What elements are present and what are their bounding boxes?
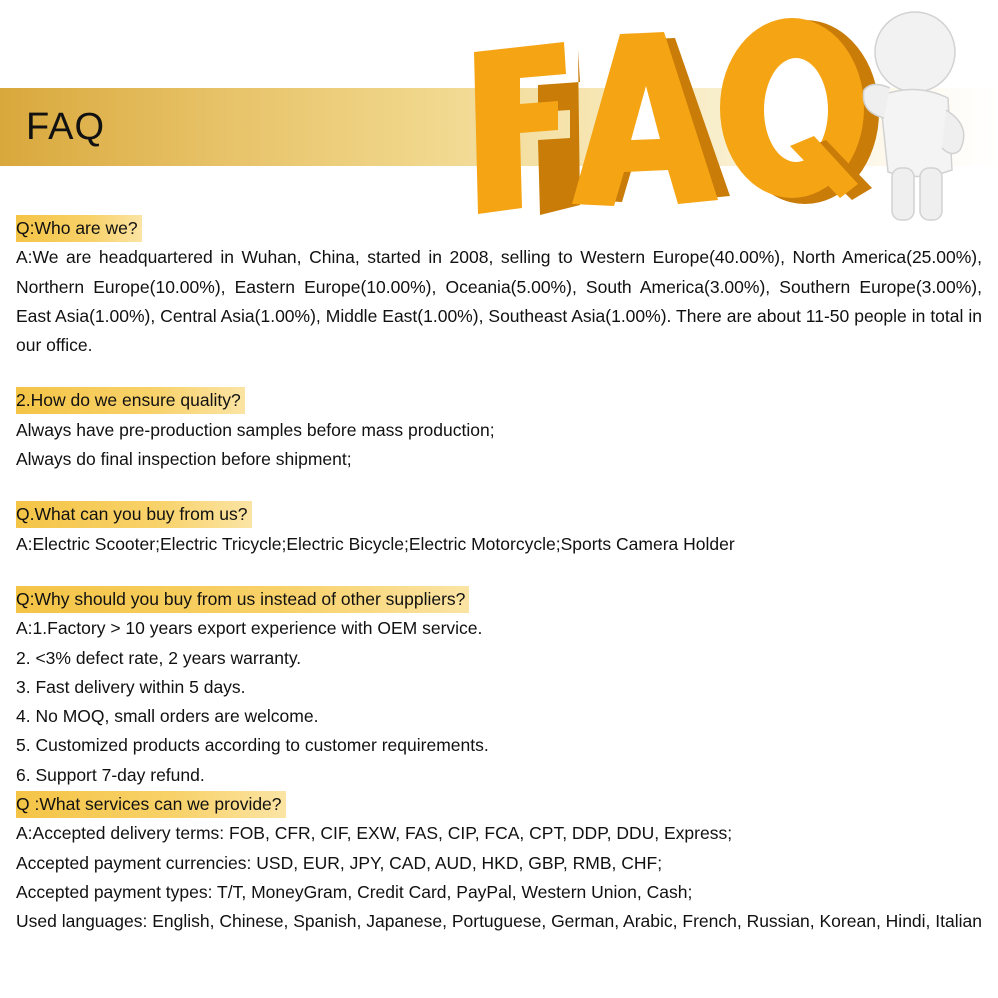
faq-content bbox=[16, 214, 982, 937]
faq-item-quality bbox=[16, 386, 982, 474]
faq-question: Q:Why should you buy from us instead of other suppliers? bbox=[16, 586, 469, 613]
faq-answer-line: Accepted payment types: T/T, MoneyGram, Credit Card, PayPal, Western Union, Cash; bbox=[16, 881, 693, 902]
banner-title: FAQ bbox=[26, 106, 106, 148]
faq-answer-line: 5. Customized products according to customer requirements. bbox=[16, 735, 489, 756]
faq-answer-line: Accepted payment currencies: USD, EUR, JPY, CAD, AUD, HKD, GBP, RMB, CHF; bbox=[16, 852, 663, 873]
faq-answer-line: 3. Fast delivery within 5 days. bbox=[16, 676, 246, 697]
faq-item-services bbox=[16, 790, 982, 936]
faq-question: Q:Who are we? bbox=[16, 215, 142, 242]
faq-question: Q :What services can we provide? bbox=[16, 791, 286, 818]
faq-letter-q bbox=[720, 18, 879, 204]
faq-answer-line: Always do final inspection before shipment; bbox=[16, 449, 352, 470]
faq-answer-line: Always have pre-production samples before mass production; bbox=[16, 419, 495, 440]
thinking-figure bbox=[863, 12, 963, 220]
faq-item-who-are-we bbox=[16, 214, 982, 360]
faq-item-what-can-you-buy bbox=[16, 500, 982, 559]
faq-answer-line: 2. <3% defect rate, 2 years warranty. bbox=[16, 647, 302, 668]
faq-answer-line: 6. Support 7-day refund. bbox=[16, 764, 205, 785]
faq-letter-f bbox=[474, 42, 580, 215]
faq-answer-paragraph: A:We are headquartered in Wuhan, China, started in 2008, selling to Western Europe(40.00%), North America(25.00%), Northern Europe(10.00%), Eastern Europe(10.00%), Oceania(5.00%), South America(3.00%), Southern Europe(3.00%), East Asia(1.00%), Central Asia(1.00%), Middle East(1.00%), Southeast Asia(1.00%). There are about 11-50 people in total in our office. bbox=[16, 247, 982, 356]
faq-answer-line: A:Accepted delivery terms: FOB, CFR, CIF, EXW, FAS, CIP, FCA, CPT, DDP, DDU, Express; bbox=[16, 823, 733, 844]
faq-answer-paragraph: Used languages: English, Chinese, Spanish, Japanese, Portuguese, German, Arabic, French, Russian, Korean, Hindi, Italian bbox=[16, 911, 982, 932]
faq-answer-line: 4. No MOQ, small orders are welcome. bbox=[16, 706, 319, 727]
faq-answer-line: A:Electric Scooter;Electric Tricycle;Electric Bicycle;Electric Motorcycle;Sports Camera Holder bbox=[16, 533, 735, 554]
faq-item-why-buy-from-us bbox=[16, 585, 982, 790]
faq-question: Q.What can you buy from us? bbox=[16, 501, 252, 528]
faq-question: 2.How do we ensure quality? bbox=[16, 387, 245, 414]
faq-3d-illustration bbox=[460, 0, 998, 232]
faq-letter-a bbox=[572, 32, 730, 206]
faq-answer-line: A:1.Factory > 10 years export experience with OEM service. bbox=[16, 618, 483, 639]
